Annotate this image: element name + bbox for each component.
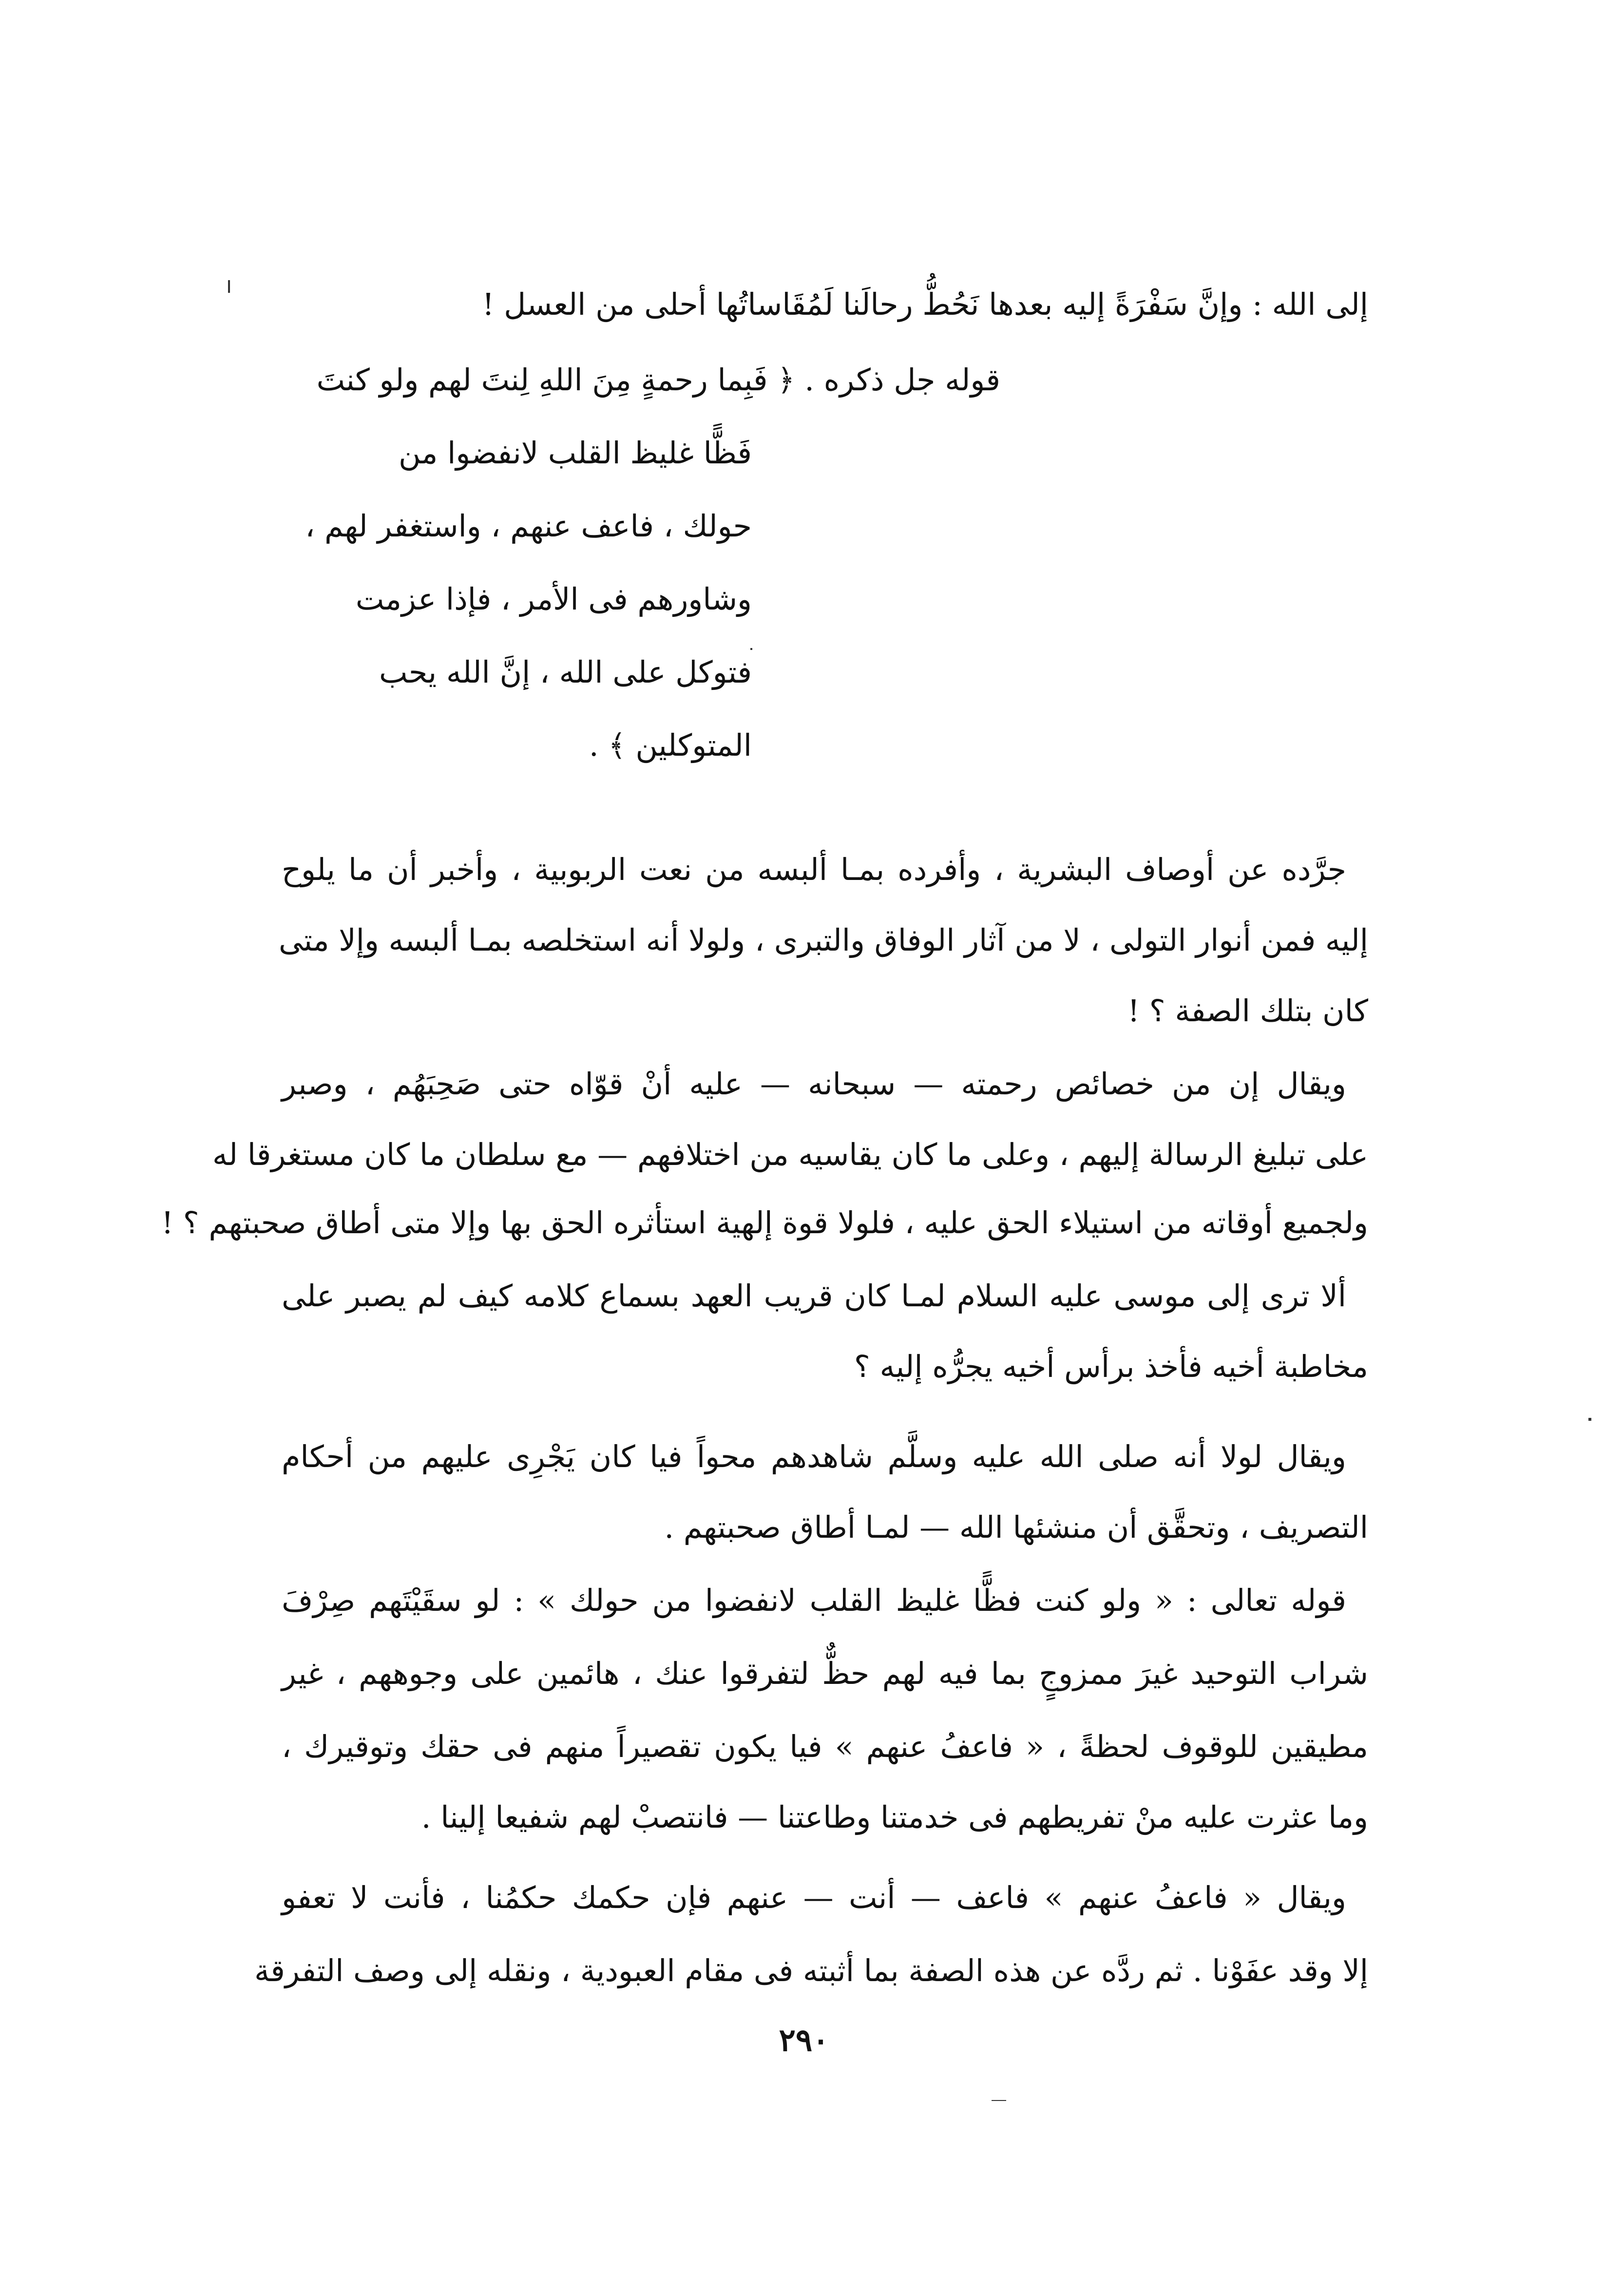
paragraph-line: ألا ترى إلى موسى عليه السلام لمـا كان قريب العهد بسماع كلامه كيف لم يصبر على bbox=[282, 1278, 1346, 1314]
paragraph-line: ويقال إن من خصائص رحمته — سبحانه — عليه أنْ قوّاه حتى صَحِبَهُم ، وصبر bbox=[282, 1066, 1346, 1102]
paragraph-line: التصريف ، وتحقَّق أن منشئها الله — لمـا أطاق صحبتهم . bbox=[664, 1509, 1368, 1545]
print-speck bbox=[992, 2100, 1006, 2101]
paragraph-line: إلا وقد عفَوْنا . ثم ردَّه عن هذه الصفة بما أثبته فى مقام العبودية ، ونقله إلى وصف التفرقة bbox=[254, 1953, 1368, 1988]
paragraph-line: قوله تعالى : « ولو كنت فظًّا غليظ القلب لانفضوا من حولك » : لو سقَيْتَهم صِرْفَ bbox=[282, 1583, 1346, 1618]
header-line: إلى الله : وإنَّ سَفْرَةً إليه بعدها نَحُطُّ رحالَنا لَمُقَاساتُها أحلى من العسل ! bbox=[482, 286, 1368, 322]
verse-intro: قوله جل ذكره . ﴿ فَبِما رحمةٍ مِنَ اللهِ لِنتَ لهم ولو كنتَ bbox=[316, 362, 1000, 398]
paragraph-line: ويقال لولا أنه صلى الله عليه وسلَّم شاهدهم محواً فيا كان يَجْرِى عليهم من أحكام bbox=[282, 1439, 1346, 1474]
paragraph-line: وما عثرت عليه منْ تفريطهم فى خدمتنا وطاعتنا — فانتصبْ لهم شفيعا إلينا . bbox=[421, 1799, 1368, 1835]
paragraph-line: مخاطبة أخيه فأخذ برأس أخيه يجرُّه إليه ؟ bbox=[854, 1349, 1368, 1384]
paragraph-line: إليه فمن أنوار التولى ، لا من آثار الوفاق والتبرى ، ولولا أنه استخلصه بمـا ألبسه وإلا متى bbox=[279, 922, 1368, 958]
print-speck bbox=[750, 648, 752, 650]
paragraph-line: جرَّده عن أوصاف البشرية ، وأفرده بمـا ألبسه من نعت الربوبية ، وأخبر أن ما يلوح bbox=[282, 852, 1346, 887]
verse-line: فَظًّا غليظ القلب لانفضوا من bbox=[398, 435, 752, 471]
verse-line: المتوكلين ﴾ . bbox=[589, 727, 752, 763]
paragraph-line: ولجميع أوقاته من استيلاء الحق عليه ، فلولا قوة إلهية استأثره الحق بها وإلا متى أطاق صحبتهم ؟ ! bbox=[161, 1205, 1368, 1241]
verse-line: حولك ، فاعف عنهم ، واستغفر لهم ، bbox=[305, 508, 752, 544]
verse-line: فتوكل على الله ، إنَّ الله يحب bbox=[379, 654, 752, 690]
paragraph-line: مطيقين للوقوف لحظةً ، « فاعفُ عنهم » فيا يكون تقصيراً منهم فى حقك وتوقيرك ، bbox=[282, 1729, 1368, 1764]
verse-line: وشاورهم فى الأمر ، فإذا عزمت bbox=[355, 581, 752, 617]
page-number: ٢٩٠ bbox=[779, 2022, 829, 2059]
paragraph-line: كان بتلك الصفة ؟ ! bbox=[1127, 993, 1368, 1029]
paragraph-line: شراب التوحيد غيرَ ممزوجٍ بما فيه لهم حظٌّ لتفرقوا عنك ، هائمين على وجوههم ، غير bbox=[282, 1656, 1368, 1691]
paragraph-line: ويقال « فاعفُ عنهم » فاعف — أنت — عنهم فإن حكمك حكمُنا ، فأنت لا تعفو bbox=[282, 1880, 1346, 1915]
print-speck bbox=[228, 280, 230, 293]
paragraph-line: على تبليغ الرسالة إليهم ، وعلى ما كان يقاسيه من اختلافهم — مع سلطان ما كان مستغرقا له bbox=[212, 1137, 1368, 1172]
print-speck bbox=[1588, 1418, 1591, 1421]
